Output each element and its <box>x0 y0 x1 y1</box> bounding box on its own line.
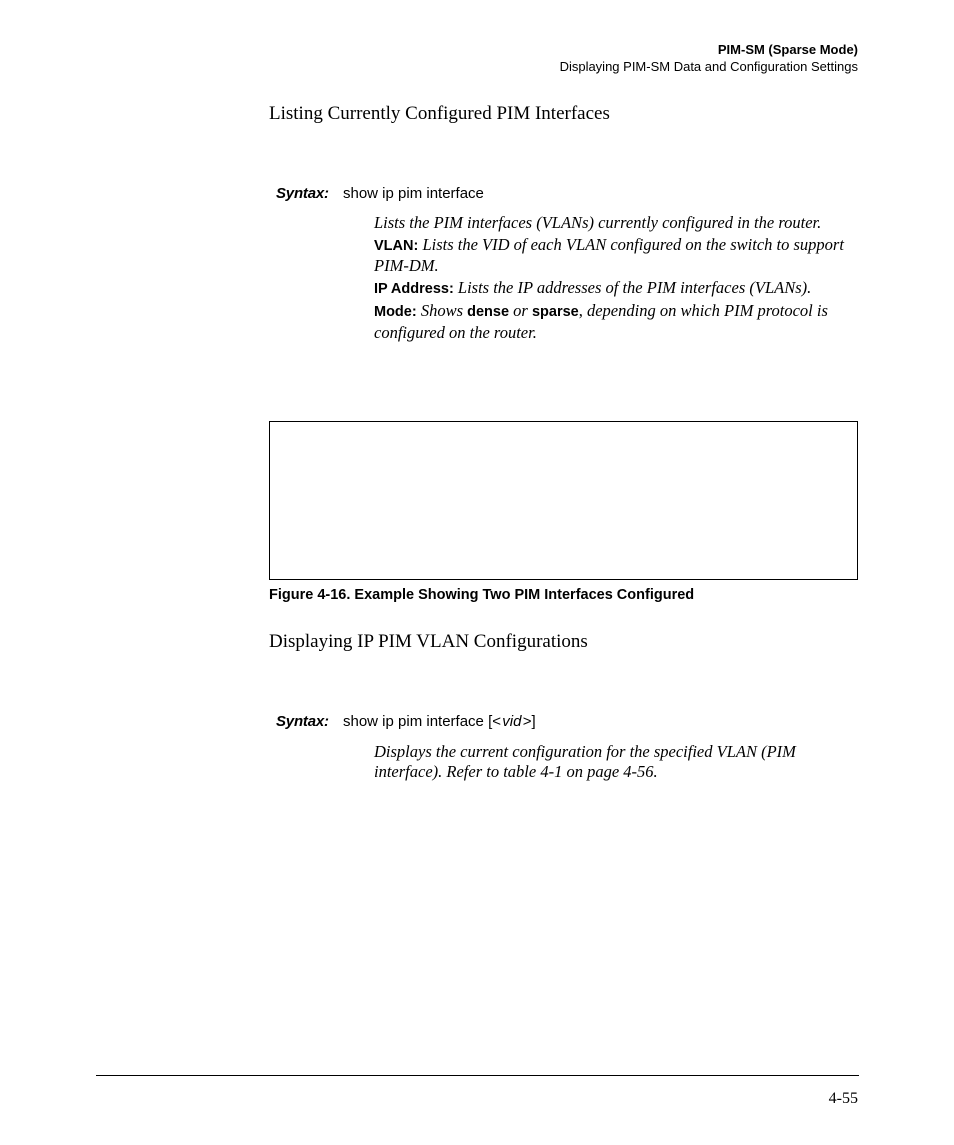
section-heading-vlan-configurations: Displaying IP PIM VLAN Configurations <box>269 631 588 652</box>
figure-caption: Figure 4-16. Example Showing Two PIM Interfaces Configured <box>269 587 695 603</box>
mode-term: Mode: <box>374 304 417 320</box>
ip-address-term: IP Address: <box>374 280 454 297</box>
syntax-line <box>276 713 536 730</box>
mode-or: or <box>513 301 528 320</box>
page-number: 4-55 <box>828 1090 858 1107</box>
vlan-desc: Lists the VID of each VLAN configured on the switch to support PIM-DM. <box>374 234 844 275</box>
syntax-param-vid: vid <box>502 713 522 730</box>
footer-rule <box>96 1075 859 1076</box>
section-heading-listing-interfaces: Listing Currently Configured PIM Interfaces <box>269 103 610 124</box>
mode-dense: dense <box>467 304 510 320</box>
syntax-label: Syntax: <box>276 185 329 202</box>
section-title: Displaying PIM-SM Data and Configuration Settings <box>559 59 858 74</box>
description-text: Lists the PIM interfaces (VLANs) currently configured in the router. <box>374 213 822 232</box>
mode-sparse: sparse <box>531 304 579 320</box>
syntax-command-text: show ip pim interface [< <box>343 713 501 730</box>
vlan-term: VLAN: <box>374 237 419 254</box>
vlan-field-description <box>374 235 858 276</box>
chapter-title: PIM-SM (Sparse Mode) <box>717 42 858 57</box>
syntax-description <box>374 213 858 344</box>
mode-rest: depending on which PIM protocol is configured on the router. <box>374 301 828 342</box>
syntax-command <box>343 713 536 730</box>
ip-address-desc: Lists the IP addresses of the PIM interfaces (VLANs). <box>457 277 812 297</box>
figure-frame <box>269 421 858 580</box>
syntax-label: Syntax: <box>276 713 329 730</box>
mode-field-description <box>374 301 858 342</box>
syntax-command: show ip pim interface <box>343 185 484 202</box>
mode-comma: , <box>578 301 583 320</box>
ip-field-description <box>374 278 858 300</box>
syntax-line <box>276 185 484 202</box>
mode-shows: Shows <box>420 301 463 320</box>
description-text: Displays the current configuration for the specified VLAN (PIM interface). Refer to table 4-1 on page 4-56. <box>374 742 796 781</box>
syntax-command-end: >] <box>522 713 536 730</box>
running-header <box>560 41 858 75</box>
syntax-description <box>374 742 858 783</box>
